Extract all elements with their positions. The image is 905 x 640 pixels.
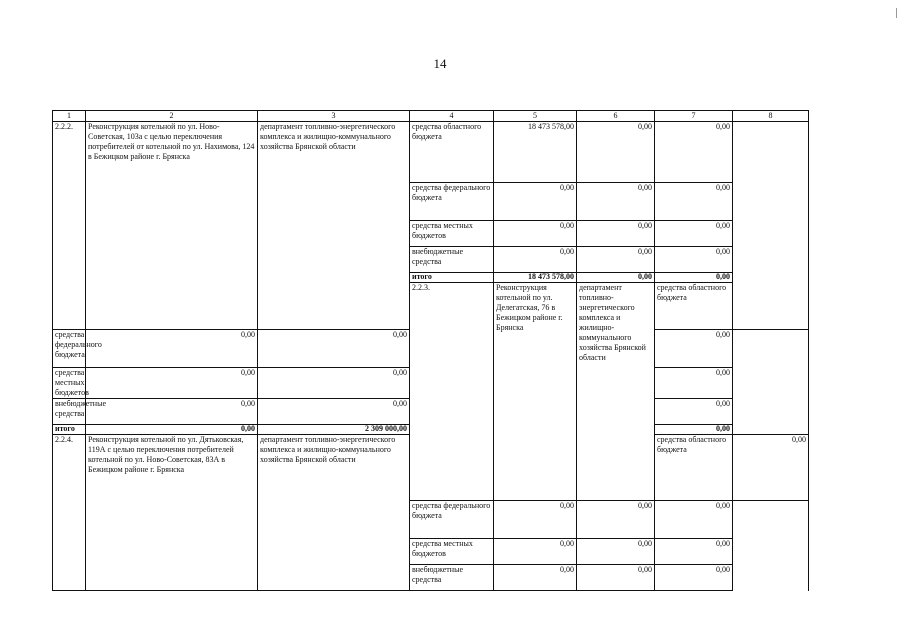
value-col5: 0,00	[86, 399, 258, 425]
value-col7: 0,00	[655, 122, 733, 183]
funding-source: внебюджетные средства	[410, 247, 494, 273]
column-number-row	[53, 111, 809, 122]
value-col7: 0,00	[655, 183, 733, 221]
item-department: департамент топливно-энергетического комплекса и жилищно-коммунального хозяйства Брянской области	[258, 435, 410, 591]
total-col5: 0,00	[86, 425, 258, 435]
item-name: Реконструкция котельной по ул. Ново-Советская, 103а с целью переключения потребителей от котельной по ул. Нахимова, 124 в Бежицком районе г. Брянска	[86, 122, 258, 330]
table-row	[53, 122, 809, 183]
value-col5: 0,00	[494, 183, 577, 221]
value-col6: 0,00	[577, 183, 655, 221]
value-col7: 0,00	[655, 221, 733, 247]
funding-source: средства федерального бюджета	[410, 501, 494, 539]
value-col6: 0,00	[577, 122, 655, 183]
value-col6: 0,00	[258, 368, 410, 399]
funding-source: средства федерального бюджета	[410, 183, 494, 221]
item-code: 2.2.3.	[410, 283, 494, 501]
value-col5: 0,00	[86, 368, 258, 399]
col-header: 2	[86, 111, 258, 122]
total-col6: 0,00	[577, 273, 655, 283]
funding-source: средства федерального бюджета	[53, 330, 86, 368]
funding-source: средства местных бюджетов	[410, 221, 494, 247]
col-header: 8	[733, 111, 809, 122]
funding-source: средства областного бюджета	[655, 283, 733, 330]
total-label: итого	[53, 425, 86, 435]
item-name: Реконструкция котельной по ул. Дятьковская, 119А с целью переключения потребителей котельной по ул. Ново-Советская, 83А в Бежицком районе г. Брянска	[86, 435, 258, 591]
value-col5: 18 473 578,00	[494, 122, 577, 183]
value-col6: 0,00	[577, 539, 655, 565]
value-col7: 0,00	[655, 539, 733, 565]
value-col7: 0,00	[655, 330, 733, 368]
value-col7: 0,00	[655, 247, 733, 273]
value-col5: 0,00	[733, 435, 809, 501]
total-col5: 18 473 578,00	[494, 273, 577, 283]
funding-source: средства областного бюджета	[410, 122, 494, 183]
value-col6: 0,00	[258, 330, 410, 368]
value-col5: 0,00	[494, 247, 577, 273]
col-header: 5	[494, 111, 577, 122]
value-col6: 0,00	[577, 501, 655, 539]
col-header: 3	[258, 111, 410, 122]
funding-source: внебюджетные средства	[410, 565, 494, 591]
col-header: 6	[577, 111, 655, 122]
value-col8	[733, 122, 809, 330]
col-header: 7	[655, 111, 733, 122]
value-col5: 0,00	[494, 501, 577, 539]
funding-source: внебюджетные средства	[53, 399, 86, 425]
total-label: итого	[410, 273, 494, 283]
item-department: департамент топливно-энергетического комплекса и жилищно-коммунального хозяйства Брянской области	[258, 122, 410, 330]
program-table	[52, 110, 809, 591]
value-col7: 0,00	[655, 565, 733, 591]
funding-source: средства областного бюджета	[655, 435, 733, 501]
scan-edge-mark	[896, 8, 897, 18]
total-col6: 2 309 000,00	[258, 425, 410, 435]
funding-source: средства местных бюджетов	[410, 539, 494, 565]
total-col7: 0,00	[655, 273, 733, 283]
value-col5: 0,00	[86, 330, 258, 368]
value-col7: 0,00	[655, 501, 733, 539]
value-col5: 0,00	[494, 539, 577, 565]
value-col5: 0,00	[494, 221, 577, 247]
page-number: 14	[433, 56, 447, 71]
item-department: департамент топливно-энергетического комплекса и жилищно-коммунального хозяйства Брянской области	[577, 283, 655, 501]
col-header: 4	[410, 111, 494, 122]
item-code: 2.2.2.	[53, 122, 86, 330]
value-col6: 0,00	[577, 565, 655, 591]
item-code: 2.2.4.	[53, 435, 86, 591]
total-col7: 0,00	[655, 425, 733, 435]
value-col7: 0,00	[655, 399, 733, 425]
value-col6: 0,00	[577, 221, 655, 247]
value-col5: 0,00	[494, 565, 577, 591]
col-header: 1	[53, 111, 86, 122]
value-col6: 0,00	[577, 247, 655, 273]
funding-source: средства местных бюджетов	[53, 368, 86, 399]
value-col6: 0,00	[258, 399, 410, 425]
item-name: Реконструкция котельной по ул. Делегатская, 76 в Бежицком районе г. Брянска	[494, 283, 577, 501]
value-col7: 0,00	[655, 368, 733, 399]
